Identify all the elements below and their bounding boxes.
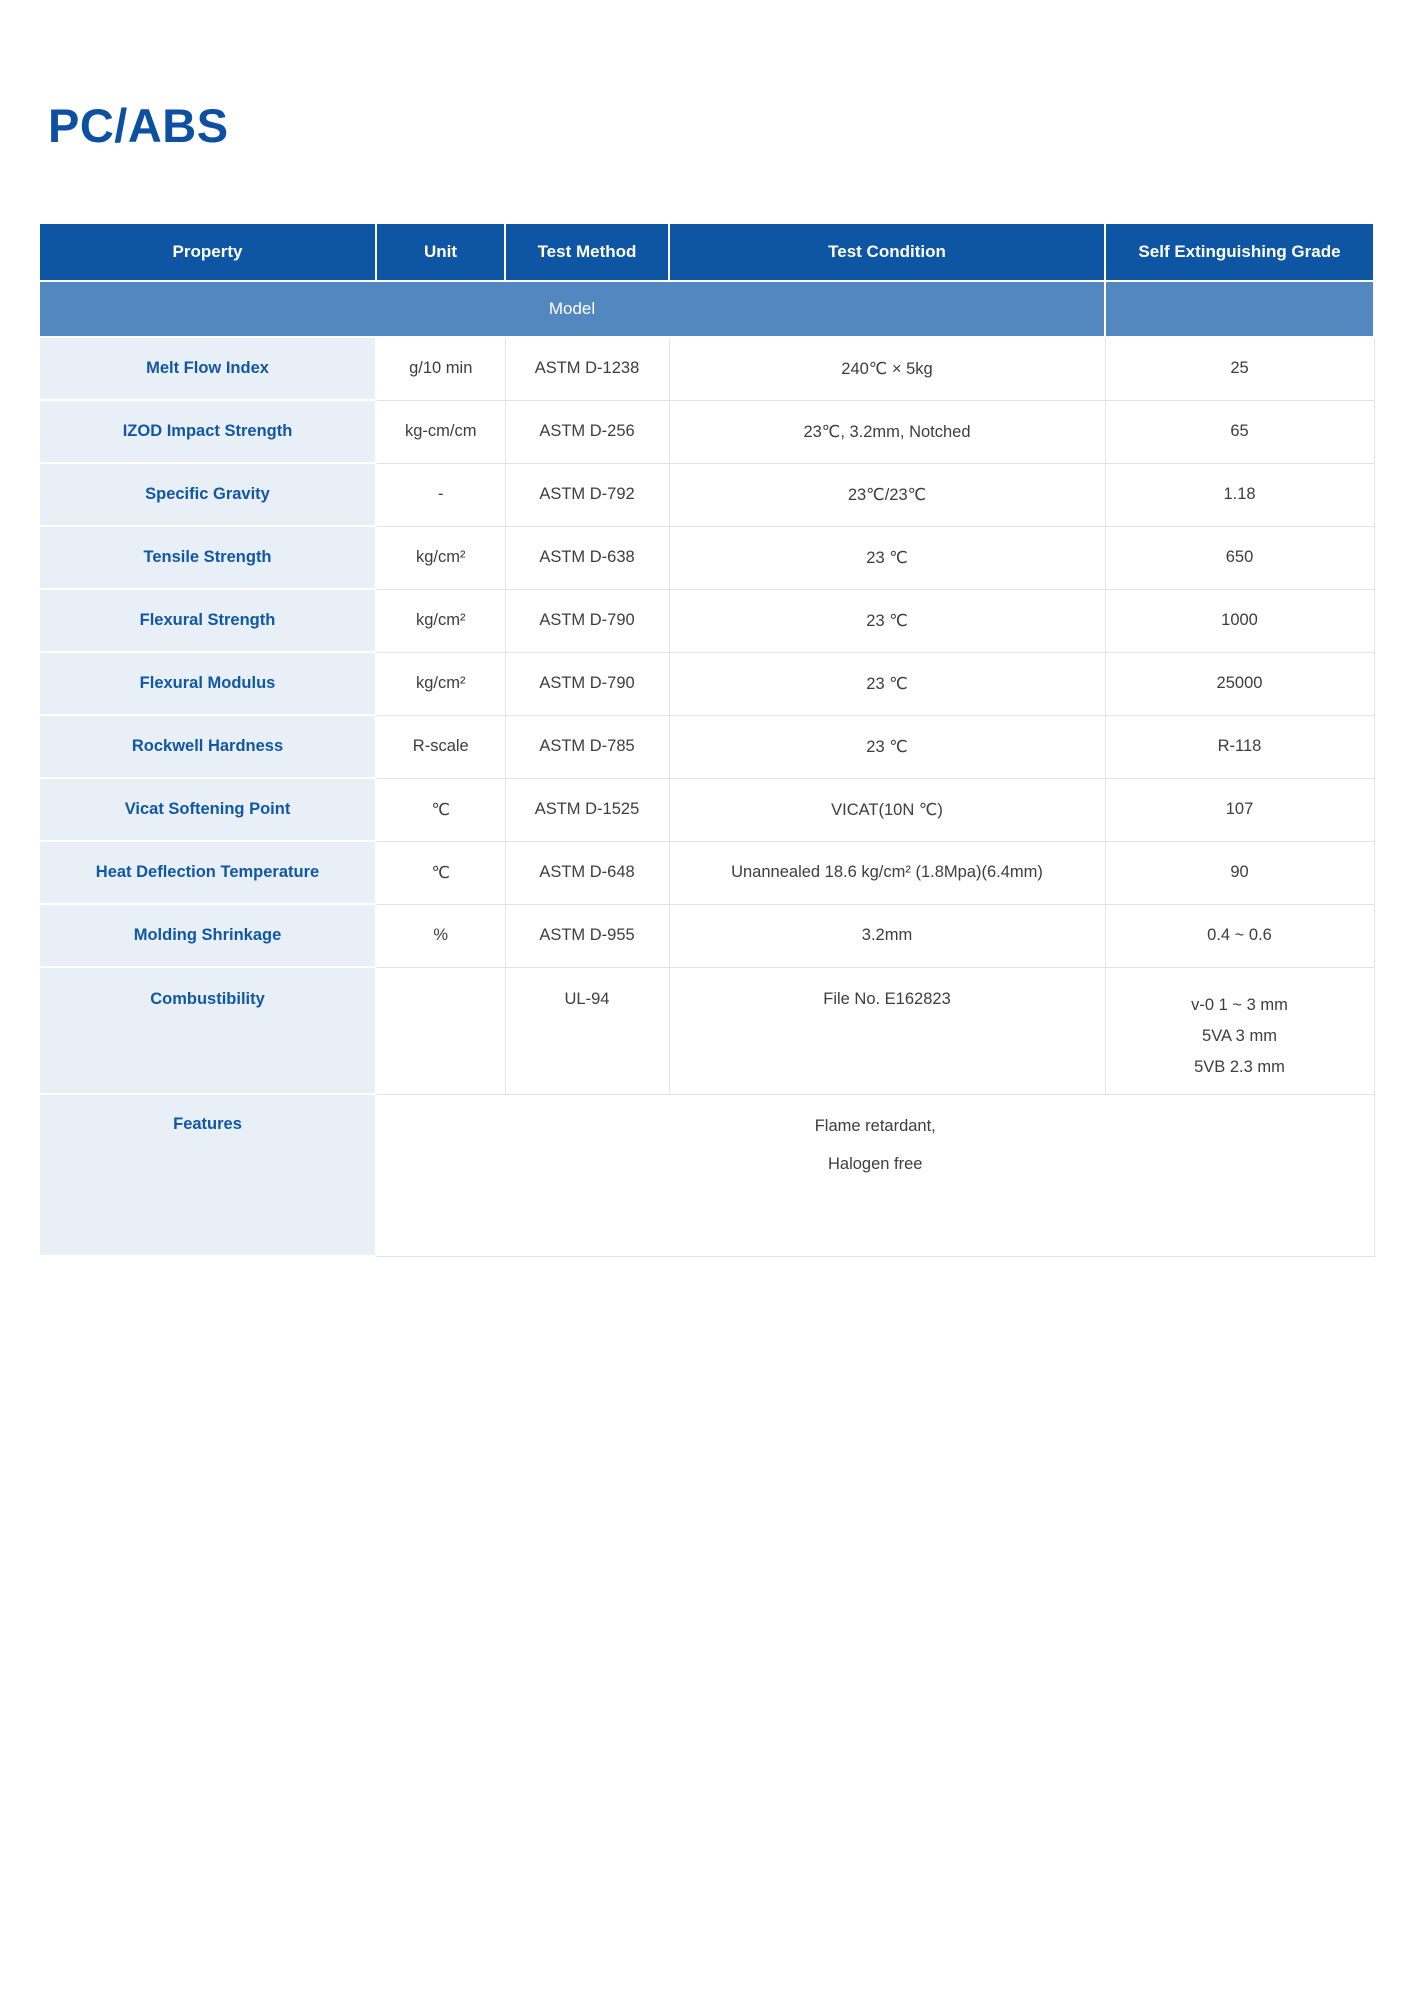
- properties-table: [38, 222, 1375, 1257]
- property-cell: Vicat Softening Point: [39, 778, 376, 841]
- table-row: [39, 526, 1374, 589]
- method-cell: ASTM D-785: [505, 715, 669, 778]
- grade-cell: 0.4 ~ 0.6: [1105, 904, 1374, 967]
- grade-cell: 25: [1105, 337, 1374, 400]
- unit-cell: ℃: [376, 841, 505, 904]
- features-value-cell: [376, 1094, 1374, 1256]
- table-row: [39, 400, 1374, 463]
- grade-line: 5VA 3 mm: [1202, 1026, 1277, 1045]
- grade-cell: 1.18: [1105, 463, 1374, 526]
- grade-line: 5VB 2.3 mm: [1194, 1057, 1285, 1076]
- property-cell: Molding Shrinkage: [39, 904, 376, 967]
- column-header-property: Property: [39, 223, 376, 281]
- table-header: [39, 223, 1374, 281]
- features-line: Flame retardant,: [814, 1116, 936, 1135]
- condition-cell: 23 ℃: [669, 652, 1105, 715]
- model-empty-cell: [1105, 281, 1374, 337]
- property-cell: Flexural Strength: [39, 589, 376, 652]
- unit-cell: g/10 min: [376, 337, 505, 400]
- method-cell: ASTM D-1238: [505, 337, 669, 400]
- table-row: [39, 778, 1374, 841]
- method-cell: UL-94: [505, 967, 669, 1094]
- condition-cell: 23℃/23℃: [669, 463, 1105, 526]
- condition-cell: 23℃, 3.2mm, Notched: [669, 400, 1105, 463]
- grade-cell: 107: [1105, 778, 1374, 841]
- column-header-test-method: Test Method: [505, 223, 669, 281]
- unit-cell: %: [376, 904, 505, 967]
- method-cell: ASTM D-1525: [505, 778, 669, 841]
- condition-cell: 240℃ × 5kg: [669, 337, 1105, 400]
- property-cell: Rockwell Hardness: [39, 715, 376, 778]
- method-cell: ASTM D-638: [505, 526, 669, 589]
- condition-cell: File No. E162823: [669, 967, 1105, 1094]
- method-cell: ASTM D-792: [505, 463, 669, 526]
- unit-cell: -: [376, 463, 505, 526]
- unit-cell: kg/cm²: [376, 652, 505, 715]
- unit-cell: ℃: [376, 778, 505, 841]
- property-cell: Melt Flow Index: [39, 337, 376, 400]
- grade-cell: 1000: [1105, 589, 1374, 652]
- table-row-features: [39, 1094, 1374, 1256]
- model-row: [39, 281, 1374, 337]
- property-cell: Tensile Strength: [39, 526, 376, 589]
- property-cell: Heat Deflection Temperature: [39, 841, 376, 904]
- condition-cell: 23 ℃: [669, 715, 1105, 778]
- property-cell: Flexural Modulus: [39, 652, 376, 715]
- condition-cell: 23 ℃: [669, 589, 1105, 652]
- table-row: [39, 337, 1374, 400]
- condition-cell: Unannealed 18.6 kg/cm² (1.8Mpa)(6.4mm): [669, 841, 1105, 904]
- grade-cell: [1105, 967, 1374, 1094]
- unit-cell: kg/cm²: [376, 526, 505, 589]
- table-row-combustibility: [39, 967, 1374, 1094]
- unit-cell: [376, 967, 505, 1094]
- model-label-cell: Model: [39, 281, 1105, 337]
- method-cell: ASTM D-955: [505, 904, 669, 967]
- method-cell: ASTM D-256: [505, 400, 669, 463]
- condition-cell: VICAT(10N ℃): [669, 778, 1105, 841]
- table-row: [39, 589, 1374, 652]
- table-row: [39, 904, 1374, 967]
- page-title: PC/ABS: [48, 99, 229, 152]
- features-line: Halogen free: [828, 1154, 923, 1173]
- table-row: [39, 463, 1374, 526]
- grade-cell: R-118: [1105, 715, 1374, 778]
- property-cell: Specific Gravity: [39, 463, 376, 526]
- property-cell: Combustibility: [39, 967, 376, 1094]
- grade-cell: 25000: [1105, 652, 1374, 715]
- grade-cell: 650: [1105, 526, 1374, 589]
- table-row: [39, 715, 1374, 778]
- column-header-grade: Self Extinguishing Grade: [1105, 223, 1374, 281]
- header-row: [39, 223, 1374, 281]
- condition-cell: 3.2mm: [669, 904, 1105, 967]
- method-cell: ASTM D-790: [505, 652, 669, 715]
- grade-line: v-0 1 ~ 3 mm: [1191, 995, 1288, 1014]
- table-row: [39, 652, 1374, 715]
- property-cell: IZOD Impact Strength: [39, 400, 376, 463]
- grade-cell: 90: [1105, 841, 1374, 904]
- property-cell: Features: [39, 1094, 376, 1256]
- method-cell: ASTM D-790: [505, 589, 669, 652]
- column-header-test-condition: Test Condition: [669, 223, 1105, 281]
- unit-cell: kg-cm/cm: [376, 400, 505, 463]
- method-cell: ASTM D-648: [505, 841, 669, 904]
- grade-cell: 65: [1105, 400, 1374, 463]
- unit-cell: kg/cm²: [376, 589, 505, 652]
- unit-cell: R-scale: [376, 715, 505, 778]
- table-row: [39, 841, 1374, 904]
- column-header-unit: Unit: [376, 223, 505, 281]
- condition-cell: 23 ℃: [669, 526, 1105, 589]
